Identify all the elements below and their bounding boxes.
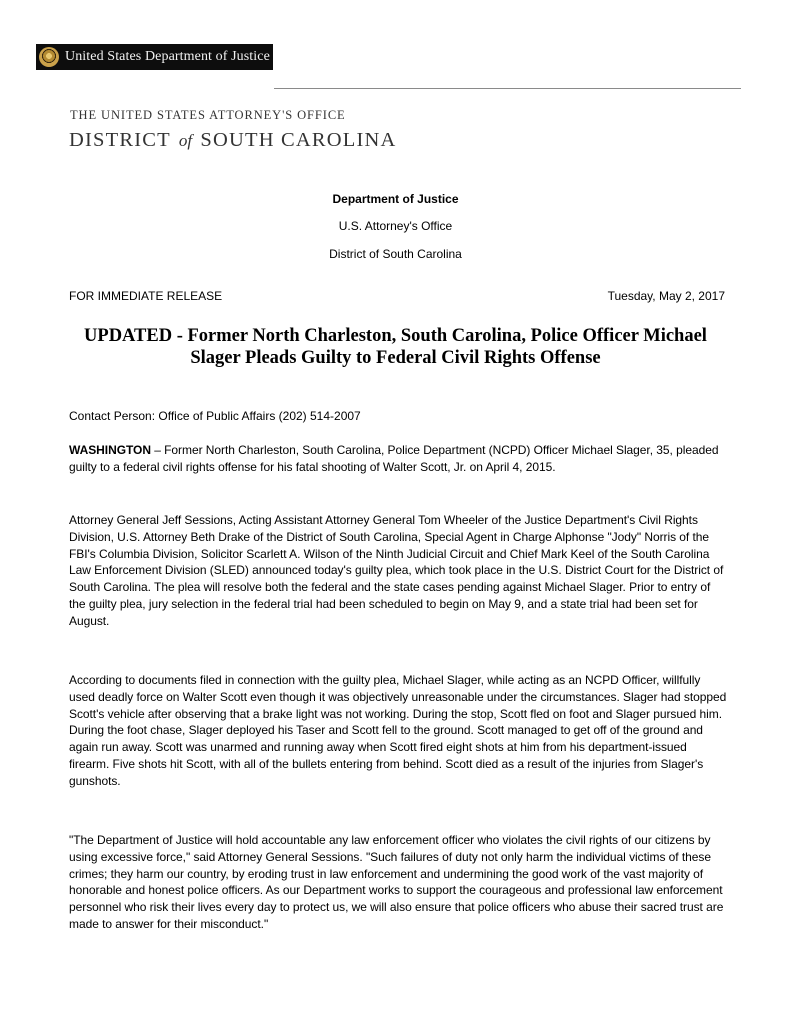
body-paragraph-1: [69, 442, 729, 476]
header-divider: [274, 88, 741, 89]
body-paragraph-4: "The Department of Justice will hold accountable any law enforcement officer who violates the civil rights of our citizens by using excessive force," said Attorney General Sessions. "Such failures of duty not only harm the individual victims of these crimes; they harm our country, by eroding trust in law enforcement and undermining the good work of the vast majority of honorable and honest police officers. As our Department works to support the courageous and professional law enforcement personnel who risk their lives every day to protect us, we will also ensure that police officers who abuse their sacred trust are made to answer for their misconduct.": [69, 833, 724, 931]
department-heading: Department of Justice: [332, 192, 459, 206]
body-paragraph-3: According to documents filed in connection with the guilty plea, Michael Slager, while acting as an NCPD Officer, willfully used deadly force on Walter Scott even though it was objectively unreasonable under the circumstances. Slager had stopped Scott's vehicle after observing that a brake light was not working. During the stop, Scott fled on foot and Slager pursued him. During the foot chase, Slager deployed his Taser and Scott fell to the ground. Scott managed to get off of the ground and again run away. Scott was unarmed and running away when Scott fired eight shots at him from his department-issued firearm. Five shots hit Scott, with all of the bullets entering from behind. Scott died as a result of the injuries from Slager's gunshots.: [69, 673, 727, 788]
release-label: FOR IMMEDIATE RELEASE: [69, 289, 223, 303]
office-title: THE UNITED STATES ATTORNEY'S OFFICE: [70, 108, 346, 122]
body-paragraph-2: Attorney General Jeff Sessions, Acting Assistant Attorney General Tom Wheeler of the Justice Department's Civil Rights Division, U.S. Attorney Beth Drake of the District of South Carolina, Special Agent in Charge Alphonse "Jody" Norris of the FBI's Columbia Division, Solicitor Scarlett A. Wilson of the Ninth Judicial Circuit and Chief Mark Keel of the South Carolina Law Enforcement Division (SLED) announced today's guilty plea, which took place in the U.S. District Court for the District of South Carolina. The plea will resolve both the federal and the state cases pending against Michael Slager. Prior to entry of the guilty plea, jury selection in the federal trial had been scheduled to begin on May 9, and a state trial had been set for August.: [69, 513, 724, 628]
district-title: [69, 129, 397, 152]
press-release-headline: UPDATED - Former North Charleston, South Carolina, Police Officer Michael Slager Pleads Guilty to Federal Civil Rights Offense: [84, 326, 707, 368]
state-word: SOUTH CAROLINA: [200, 129, 397, 151]
doj-seal-icon: [39, 47, 59, 67]
paragraph-1-text: – Former North Charleston, South Carolina, Police Department (NCPD) Officer Michael Slager, 35, pleaded guilty to a federal civil rights offense for his fatal shooting of Walter Scott, Jr. on April 4, 2015.: [69, 443, 719, 474]
release-row: [69, 289, 725, 303]
release-date: Tuesday, May 2, 2017: [607, 289, 725, 303]
of-word: of: [178, 131, 193, 150]
banner-title: United States Department of Justice: [65, 49, 270, 64]
office-heading: U.S. Attorney's Office: [338, 219, 453, 233]
doj-banner: [36, 44, 273, 70]
dateline: WASHINGTON: [69, 443, 151, 457]
contact-person: Contact Person: Office of Public Affairs (202) 514-2007: [69, 409, 361, 423]
district-word: DISTRICT: [69, 129, 171, 151]
district-heading: District of South Carolina: [329, 247, 462, 261]
